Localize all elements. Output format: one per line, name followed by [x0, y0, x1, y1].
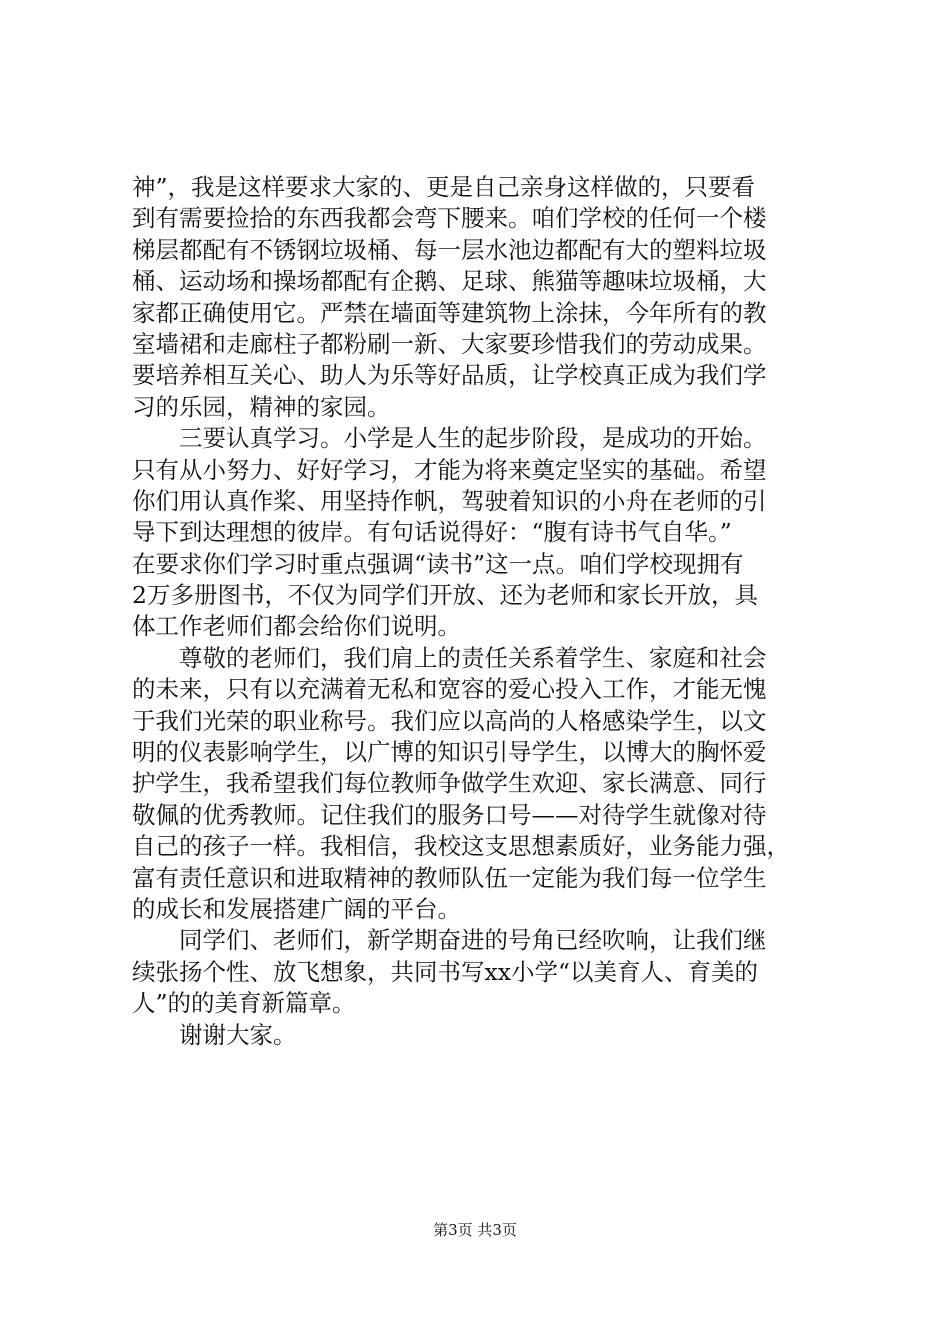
text-line: 梯层都配有不锈钢垃圾桶、每一层水池边都配有大的塑料垃圾	[132, 235, 767, 264]
paragraph-start-line: 谢谢大家。	[179, 1020, 297, 1049]
text-line: 明的仪表影响学生，以广博的知识引导学生，以博大的胸怀爱	[132, 738, 767, 767]
text-line: 护学生，我希望我们每位教师争做学生欢迎、家长满意、同行	[132, 769, 767, 798]
document-body	[132, 172, 832, 1051]
text-line: 到有需要捡拾的东西我都会弯下腰来。咱们学校的任何一个楼	[132, 204, 767, 233]
paragraph-start-line: 同学们、老师们，新学期奋进的号角已经吹响，让我们继	[179, 926, 767, 955]
text-line: 的未来，只有以充满着无私和宽容的爱心投入工作，才能无愧	[132, 675, 767, 704]
text-line: 导下到达理想的彼岸。有句话说得好：“腹有诗书气自华。”	[132, 518, 732, 547]
text-line: 敬佩的优秀教师。记住我们的服务口号——对待学生就像对待	[132, 800, 767, 829]
text-line: 富有责任意识和进取精神的教师队伍一定能为我们每一位学生	[132, 863, 767, 892]
text-line: 续张扬个性、放飞想象，共同书写xx小学“以美育人、育美的	[132, 957, 759, 986]
text-line: 2万多册图书，不仅为同学们开放、还为老师和家长开放，具	[132, 581, 758, 610]
text-line: 在要求你们学习时重点强调“读书”这一点。咱们学校现拥有	[132, 549, 744, 578]
text-line: 家都正确使用它。严禁在墙面等建筑物上涂抹，今年所有的教	[132, 298, 767, 327]
text-line: 人”的的美育新篇章。	[132, 989, 356, 1018]
text-line: 自己的孩子一样。我相信，我校这支思想素质好，业务能力强，	[132, 832, 790, 861]
text-line: 神”，我是这样要求大家的、更是自己亲身这样做的，只要看	[132, 173, 756, 201]
page-footer	[0, 1220, 950, 1240]
text-line: 习的乐园，精神的家园。	[132, 392, 391, 421]
text-line: 只有从小努力、好好学习，才能为将来奠定坚实的基础。希望	[132, 455, 767, 484]
paragraph-start-line: 尊敬的老师们，我们肩上的责任关系着学生、家庭和社会	[179, 643, 767, 672]
text-line: 于我们光荣的职业称号。我们应以高尚的人格感染学生，以文	[132, 706, 767, 735]
text-line: 室墙裙和走廊柱子都粉刷一新、大家要珍惜我们的劳动成果。	[132, 329, 767, 358]
page-number-label: 第3页 共3页	[433, 1221, 517, 1239]
text-line: 的成长和发展搭建广阔的平台。	[132, 894, 461, 923]
text-line: 桶、运动场和操场都配有企鹅、足球、熊猫等趣味垃圾桶，大	[132, 267, 767, 296]
paragraph-start-line: 三要认真学习。小学是人生的起步阶段，是成功的开始。	[179, 424, 767, 453]
text-line: 要培养相互关心、助人为乐等好品质，让学校真正成为我们学	[132, 361, 767, 390]
text-line: 你们用认真作桨、用坚持作帆，驾驶着知识的小舟在老师的引	[132, 486, 767, 515]
text-line: 体工作老师们都会给你们说明。	[132, 612, 461, 641]
